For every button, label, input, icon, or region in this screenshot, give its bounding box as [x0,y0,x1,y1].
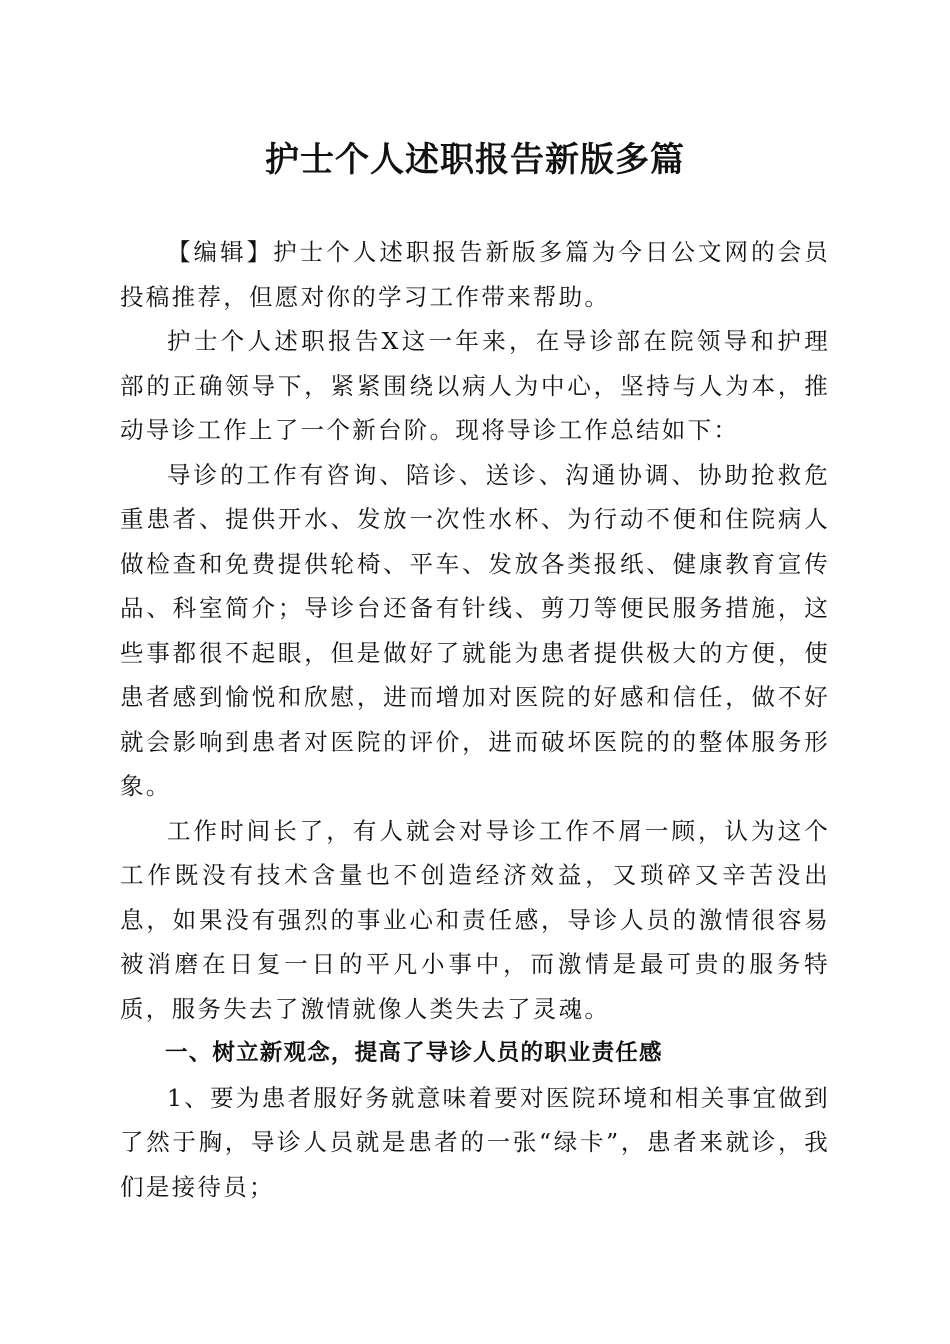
section-paragraph: 1、要为患者服好务就意味着要对医院环境和相关事宜做到了然于胸，导诊人员就是患者的一张“绿卡”，患者来就诊，我们是接待员； [120,1083,830,1201]
editor-tag: 【编辑】 [167,238,274,266]
intro-text: 护士个人述职报告新版多篇为今日公文网的会员投稿推荐，但愿对你的学习工作带来帮助。 [120,238,830,311]
body-paragraph-1: 护士个人述职报告X这一年来，在导诊部在院领导和护理部的正确领导下，紧紧围绕以病人为中心，坚持与人为本，推动导诊工作上了一个新台阶。现将导诊工作总结如下： [120,327,830,444]
body-paragraph-2: 导诊的工作有咨询、陪诊、送诊、沟通协调、协助抢救危重患者、提供开水、发放一次性水杯、为行动不便和住院病人做检查和免费提供轮椅、平车、发放各类报纸、健康教育宣传品、科室简介；导诊台还备有针线、剪刀等便民服务措施，这些事都很不起眼，但是做好了就能为患者提供极大的方便，使患者感到愉悦和欣慰，进而增加对医院的好感和信任，做不好就会影响到患者对医院的评价，进而破坏医院的的整体服务形象。 [120,460,830,800]
body-paragraph-3: 工作时间长了，有人就会对导诊工作不屑一顾，认为这个工作既没有技术含量也不创造经济效益，又琐碎又辛苦没出息，如果没有强烈的事业心和责任感，导诊人员的激情很容易被消磨在日复一日的平凡小事中，而激情是最可贵的服务特质，服务失去了激情就像人类失去了灵魂。 [120,816,830,1023]
intro-paragraph [120,230,830,319]
document-title: 护士个人述职报告新版多篇 [265,140,685,180]
section-heading: 一、树立新观念，提高了导诊人员的职业责任感 [165,1040,663,1066]
document-body [120,230,830,1209]
